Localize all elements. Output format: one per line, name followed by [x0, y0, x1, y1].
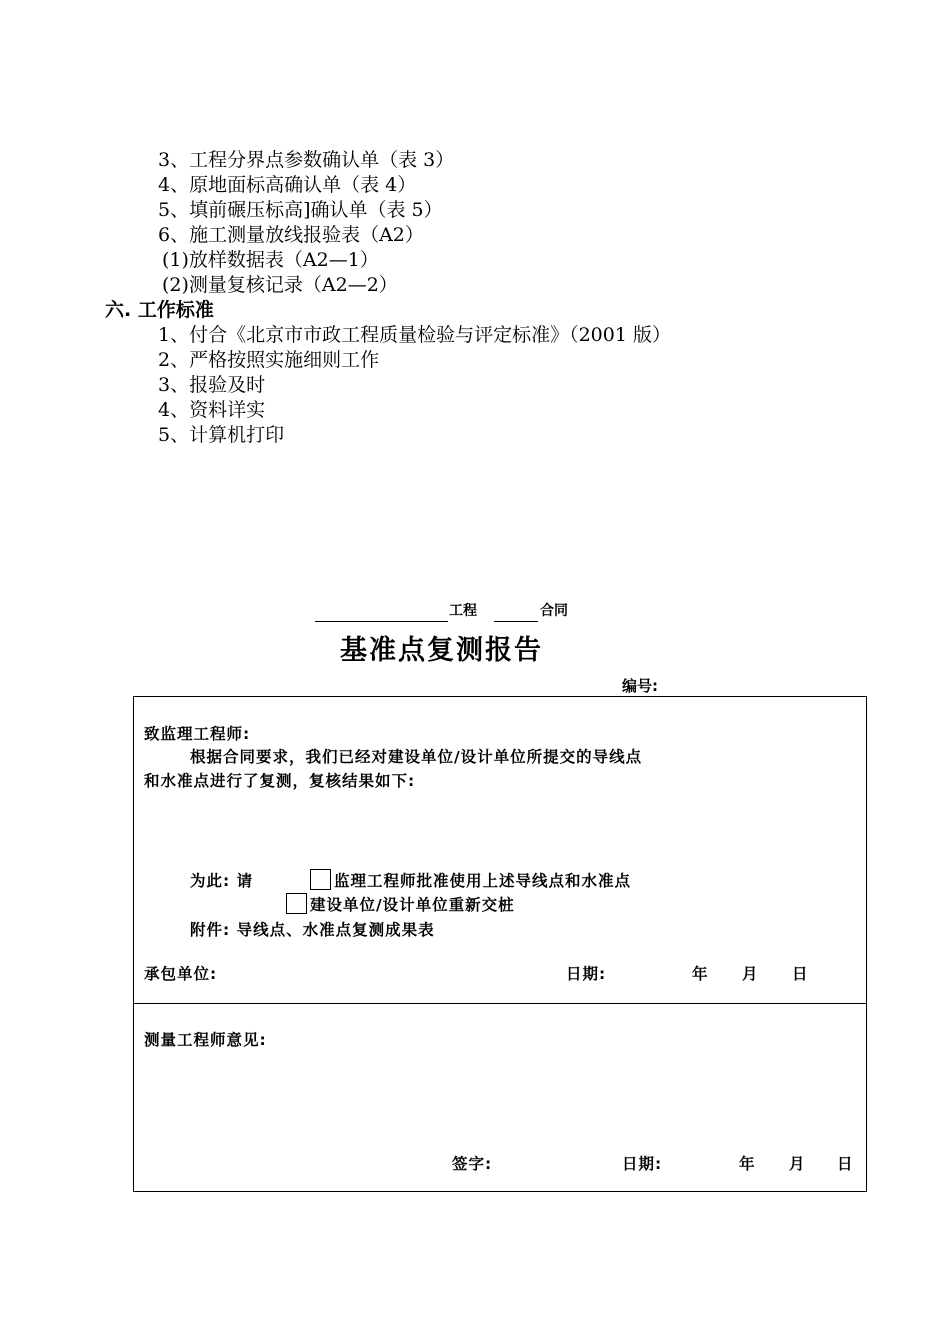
list-item: 1、付合《北京市市政工程质量检验与评定标准》（2001 版）: [158, 324, 671, 346]
year-label: 年: [692, 965, 709, 983]
date-label-2: 日期:: [622, 1155, 663, 1173]
list-item: 6、施工测量放线报验表（A2）: [158, 224, 424, 246]
section-heading: 六. 工作标准: [105, 299, 214, 321]
list-item: 4、资料详实: [158, 399, 266, 421]
form-divider: [134, 1003, 866, 1004]
list-item: 5、计算机打印: [158, 424, 285, 446]
request-label: 为此: 请: [190, 872, 254, 890]
list-item: (2)测量复核记录（A2—2）: [162, 274, 398, 296]
project-label: 工程: [449, 603, 477, 619]
list-item: 5、填前碾压标高]确认单（表 5）: [158, 199, 443, 221]
option-approve-label: 监理工程师批准使用上述导线点和水准点: [334, 872, 632, 890]
list-item: 4、原地面标高确认单（表 4）: [158, 174, 417, 196]
list-item: (1)放样数据表（A2—1）: [162, 249, 379, 271]
list-item: 2、严格按照实施细则工作: [158, 349, 380, 371]
contract-label: 合同: [540, 603, 568, 619]
date-label: 日期:: [566, 965, 607, 983]
contractor-label: 承包单位:: [144, 965, 218, 983]
contract-name-blank: [494, 621, 538, 622]
rehandover-checkbox[interactable]: [286, 893, 307, 914]
report-form: [133, 696, 867, 1192]
day-label: 日: [792, 965, 809, 983]
project-name-blank: [315, 621, 448, 622]
attachment-line: 附件: 导线点、水准点复测成果表: [190, 921, 435, 939]
surveyor-opinion-label: 测量工程师意见:: [144, 1031, 267, 1049]
option-rehandover-label: 建设单位/设计单位重新交桩: [310, 896, 515, 914]
month-label-2: 月: [789, 1155, 806, 1173]
approve-checkbox[interactable]: [310, 869, 331, 890]
body-text-line1: 根据合同要求，我们已经对建设单位/设计单位所提交的导线点: [190, 748, 643, 766]
day-label-2: 日: [837, 1155, 854, 1173]
month-label: 月: [742, 965, 759, 983]
list-item: 3、报验及时: [158, 374, 266, 396]
signature-label: 签字:: [452, 1155, 493, 1173]
list-item: 3、工程分界点参数确认单（表 3）: [158, 149, 455, 171]
body-text-line2: 和水准点进行了复测，复核结果如下:: [144, 772, 416, 790]
addressee: 致监理工程师:: [144, 725, 251, 743]
serial-number-label: 编号:: [622, 677, 658, 695]
form-title: 基准点复测报告: [340, 635, 543, 666]
year-label-2: 年: [739, 1155, 756, 1173]
